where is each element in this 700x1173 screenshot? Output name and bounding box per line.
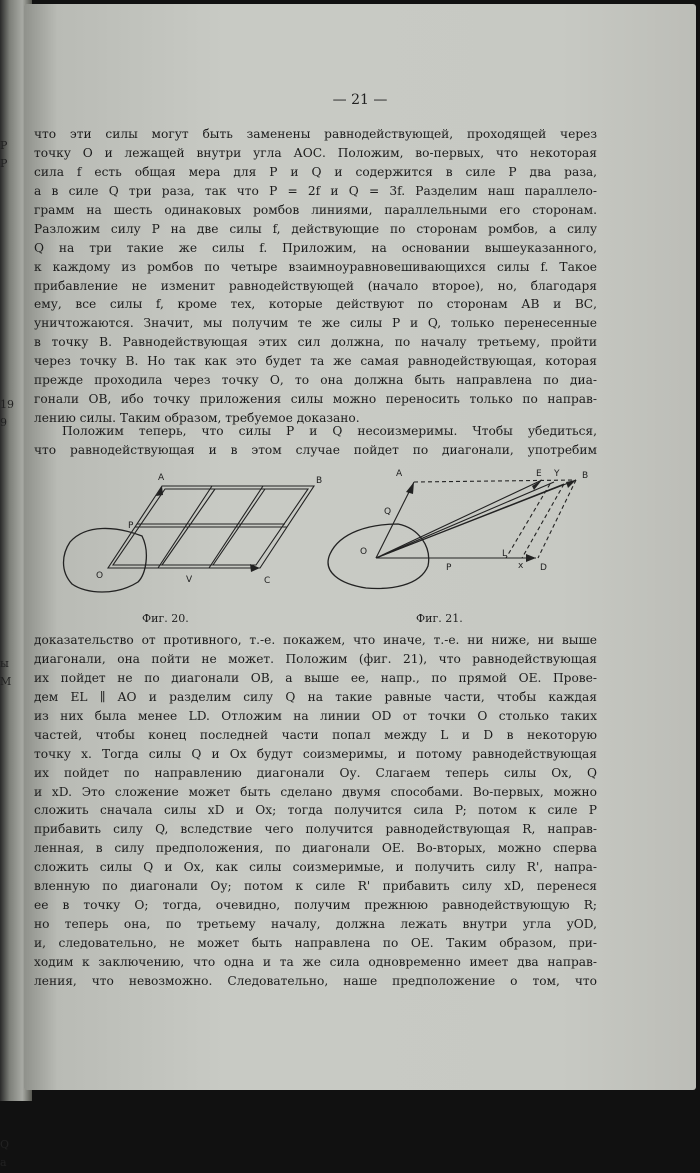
text-line: прибавить силу Q, вследствие чего получится равнодействующая R, направ- xyxy=(34,822,597,837)
fig21-label-O: O xyxy=(360,547,368,557)
fig21-body-outline xyxy=(328,524,429,588)
fig21-label-Q: Q xyxy=(384,507,392,517)
text-line: Q на три такие же силы f. Приложим, на основании вышеуказанного, xyxy=(34,240,597,255)
spine-fragment: а xyxy=(0,1156,7,1169)
paragraph-3 xyxy=(34,631,597,991)
fig20-label-A: A xyxy=(158,473,165,483)
fig21-label-D: D xyxy=(540,563,547,573)
text-line: точку x. Тогда силы Q и Ох будут соизмеримы, и потому равнодействующая xyxy=(34,746,597,761)
text-line: и хD. Это сложение может быть сделано двумя способами. Во-первых, можно xyxy=(34,784,597,799)
spine-fragment xyxy=(0,1117,30,1136)
text-line: прибавление не изменит равнодействующей (начало второе), но, благодаря xyxy=(34,278,597,293)
text-line: сложить сначала силы хD и Ох; тогда получится сила P; потом к силе P xyxy=(34,803,597,818)
text-line: уничтожаются. Значит, мы получим те же силы P и Q, только перенесенные xyxy=(34,316,597,331)
text-line: из них была менее LD. Отложим на линии OD от точки О столько таких xyxy=(34,708,597,723)
text-line: прежде проходила через точку О, то она должна быть направлена по диа- xyxy=(34,373,597,388)
text-line: ее в точку О; тогда, очевидно, получим прежнюю равнодействующую R; xyxy=(34,898,597,913)
text-line: сила f есть общая мера для P и Q и содержится в силе P два раза, xyxy=(34,164,597,179)
spine-fragment: 19 xyxy=(0,397,14,411)
fig21-arrowheads xyxy=(406,480,576,562)
text-line: вленную по диагонали Оу; потом к силе R' прибавить силу хD, перенеся xyxy=(34,879,597,894)
text-line: а в силе Q три раза, так что P = 2f и Q = 3f. Разделим наш параллело- xyxy=(34,183,597,198)
text-line: ления, что невозможно. Следовательно, наше предположение о том, что xyxy=(34,973,597,988)
spine-fragment: Р xyxy=(0,157,8,170)
figure-21-force-diagram xyxy=(310,462,600,612)
fig20-label-O: O xyxy=(96,571,104,581)
fig21-label-Y: Y xyxy=(554,469,560,479)
spine-fragment: 9 xyxy=(0,416,7,429)
fig20-label-P: P xyxy=(128,521,134,531)
text-line: доказательство от противного, т.-е. покажем, что иначе, т.-е. ни ниже, ни выше xyxy=(34,633,597,647)
fig21-label-P: P xyxy=(446,563,452,573)
fig21-label-E: E xyxy=(536,469,542,479)
text-line: ленная, в силу предположения, по диагонали ОЕ. Во-вторых, можно сперва xyxy=(34,841,597,856)
spine-fragment: Q xyxy=(0,1137,10,1151)
text-line: диагонали, она пойти не может. Положим (фиг. 21), что равнодействующая xyxy=(34,651,597,666)
fig20-label-V: V xyxy=(186,575,193,585)
text-line: лению силы. Таким образом, требуемое доказано. xyxy=(34,411,360,426)
text-line: Положим теперь, что силы P и Q несоизмеримы. Чтобы убедиться, xyxy=(62,424,597,438)
text-line: грамм на шесть одинаковых ромбов линиями, параллельными его сторонам. xyxy=(34,202,597,217)
figure-20-caption: Фиг. 20. xyxy=(142,612,189,625)
figure-20-parallelogram-diagram xyxy=(46,466,326,616)
text-line: точку О и лежащей внутри угла АОС. Положим, во-первых, что некоторая xyxy=(34,145,597,160)
spine-fragment xyxy=(0,1099,30,1118)
spine-fragment: ы xyxy=(0,656,9,670)
page-number: — 21 — xyxy=(332,92,388,108)
text-line: частей, чтобы конец последней части попал между L и D в некоторую xyxy=(34,727,597,742)
text-line: что равнодействующая и в этом случае пойдет по диагонали, употребим xyxy=(34,442,597,457)
text-line: что эти силы могут быть заменены равнодействующей, проходящей через xyxy=(34,127,597,141)
fig21-label-L: L xyxy=(502,549,508,559)
spine-fragment: Р xyxy=(0,138,8,152)
fig20-body-outline xyxy=(64,528,147,592)
text-line: их пойдет по направлению диагонали Оу. Слагаем теперь силы Ох, Q xyxy=(34,765,597,780)
text-line: ходим к заключению, что одна и та же сила одновременно имеет два направ- xyxy=(34,954,597,969)
text-line: и, следовательно, не может быть направлена по ОЕ. Таким образом, при- xyxy=(34,936,597,950)
text-line: к каждому из ромбов по четыре взаимноуравновешивающихся силы f. Такое xyxy=(34,259,597,274)
fig20-label-B: B xyxy=(316,476,323,486)
text-line: сложить силы Q и Ох, как силы соизмеримые, и получить силу R', напра- xyxy=(34,860,597,875)
text-line: гонали ОВ, ибо точку приложения силы можно переносить только по направ- xyxy=(34,392,597,407)
fig20-rhombus-grid xyxy=(108,486,314,568)
figure-21-caption: Фиг. 21. xyxy=(416,612,463,625)
spine-fragment: М xyxy=(0,675,12,688)
text-line: ему, все силы f, кроме тех, которые действуют по сторонам АВ и ВС, xyxy=(34,297,597,312)
text-line: их пойдет не по диагонали ОВ, а выше ее, напр., по прямой ОЕ. Прове- xyxy=(34,670,597,685)
paragraph-2 xyxy=(34,422,597,460)
book-page xyxy=(24,4,696,1090)
text-line: Разложим силу P на две силы f, действующие по сторонам ромбов, а силу xyxy=(34,221,597,236)
text-line: через точку В. Но так как это будет та же самая равнодействующая, которая xyxy=(34,354,597,369)
fig21-label-B: B xyxy=(582,471,589,481)
fig21-lines xyxy=(376,480,576,558)
fig21-label-x: x xyxy=(518,561,524,571)
fig20-label-C: C xyxy=(264,576,271,586)
paragraph-1 xyxy=(34,125,597,428)
fig21-label-A: A xyxy=(396,469,403,479)
text-line: дем EL ∥ AO и разделим силу Q на такие равные части, чтобы каждая xyxy=(34,689,597,704)
text-line: но теперь она, по третьему началу, должна лежать внутри угла уОD, xyxy=(34,917,597,932)
text-line: в точку В. Равнодействующая этих сил должна, по началу третьему, пройти xyxy=(34,335,597,350)
